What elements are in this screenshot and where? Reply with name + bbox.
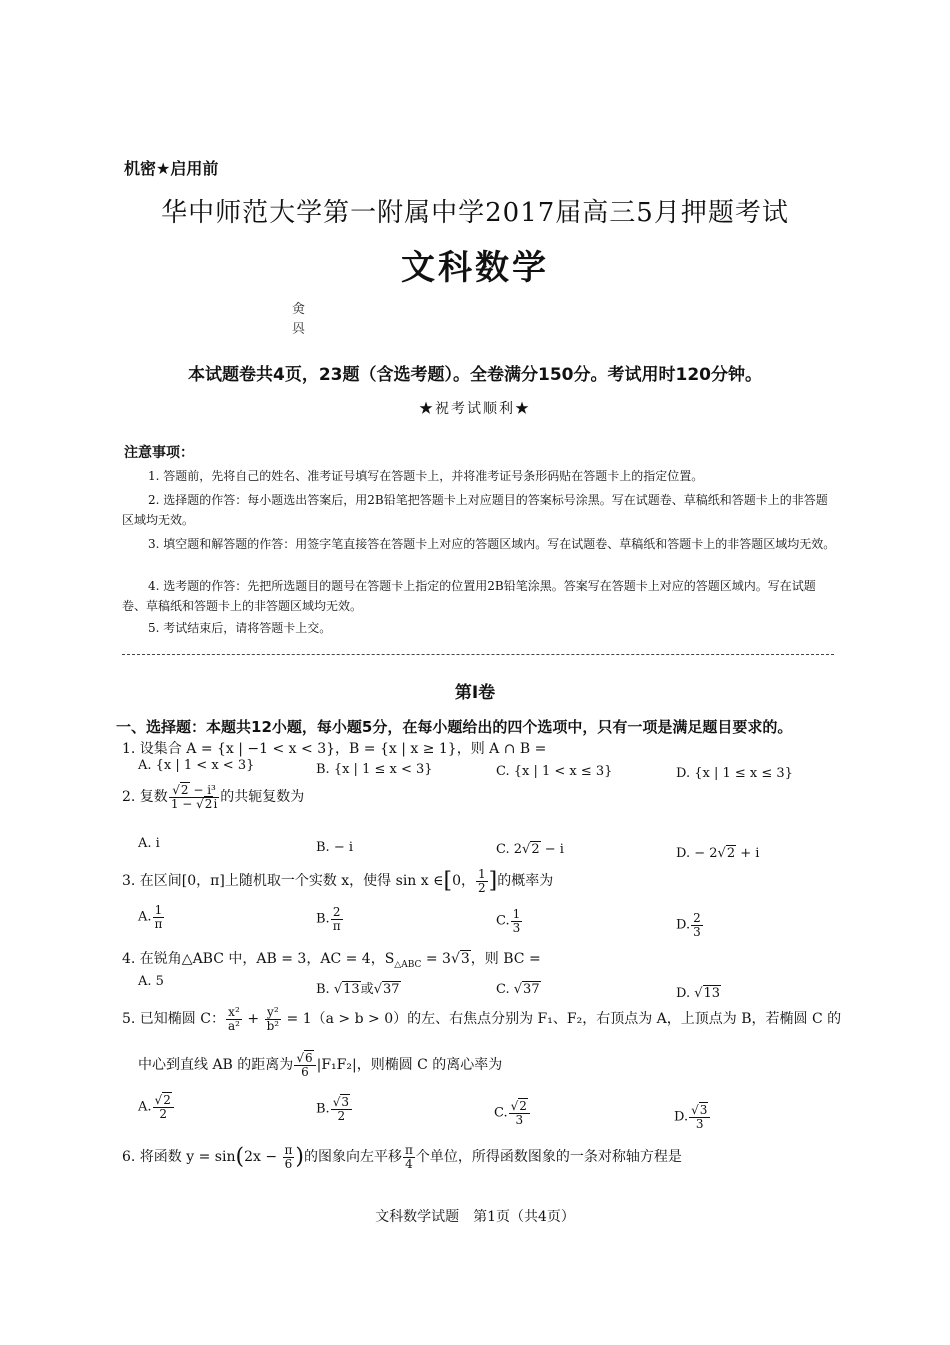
- question-1-option-c: C. {x | 1 < x ≤ 3}: [496, 764, 613, 779]
- question-5-option-c: C. $\frac{√2}{3}$: [494, 1100, 531, 1126]
- question-2-option-d: D. − 2√2 + i: [676, 846, 760, 861]
- question-3-option-c: C. $\frac{1}{3}$: [496, 907, 521, 935]
- question-3-option-a: A. $\frac{1}{\pi}$: [138, 903, 163, 931]
- note-1: 1. 答题前，先将自己的姓名、准考证号填写在答题卡上，并将准考证号条形码贴在答题卡上的指定位置。: [148, 469, 704, 483]
- scan-marks: 㑒 㒷: [292, 302, 306, 337]
- question-5-line-2: 中心到直线 AB 的距离为 $\frac{√6}{6}$ |F₁F₂|，则椭圆 C 的离心率为: [138, 1051, 503, 1079]
- q2-suffix: 的共轭复数为: [220, 789, 305, 806]
- dashed-divider: [122, 654, 834, 655]
- note-3: 3. 填空题和解答题的作答：用签字笔直接答在答题卡上对应的答题区域内。写在试题卷、草稿纸和答题卡上的非答题区域均无效。: [148, 537, 836, 551]
- question-5-option-d: D. $\frac{√3}{3}$: [674, 1104, 711, 1130]
- question-4-option-b: B. √13或√37: [316, 982, 400, 997]
- q2-fraction: $\frac{\text{√2 − i³}}{1 - √2i}$: [170, 783, 218, 811]
- good-luck-line: ★祝考试顺利★: [419, 401, 531, 417]
- question-3-option-d: D. $\frac{2}{3}$: [676, 911, 701, 939]
- question-2-option-c: C. 2√2 − i: [496, 842, 564, 857]
- subject-title: 文科数学: [401, 248, 549, 288]
- q3-fraction: $\frac{1}{2}$: [478, 867, 486, 895]
- question-1-stem: 1. 设集合 A = {x | −1 < x < 3}，B = {x | x ≥ 1}，则 A ∩ B =: [122, 741, 547, 757]
- question-3-stem: 3. 在区间[0，π]上随机取一个实数 x，使得 sin x ∈[0， $\frac{1}{2}$ ]的概率为: [122, 867, 554, 895]
- note-5: 5. 考试结束后，请将答题卡上交。: [148, 621, 332, 635]
- question-2-option-b: B. − i: [316, 840, 354, 855]
- notes-heading: 注意事项：: [124, 445, 194, 461]
- school-title: 华中师范大学第一附属中学2017届高三5月押题考试: [161, 198, 789, 228]
- q2-prefix: 2. 复数: [122, 789, 168, 806]
- question-6-stem: 6. 将函数 y = sin(2x − $\frac{\pi}{6}$ )的图象向左平移 $\frac{\pi}{4}$ 个单位，所得函数图象的一条对称轴方程是: [122, 1143, 682, 1171]
- question-2-stem: [122, 784, 304, 810]
- question-4-option-c: C. √37: [496, 982, 540, 997]
- part-title: 第Ⅰ卷: [454, 683, 496, 703]
- confidential-label: 机密★启用前: [124, 159, 219, 178]
- question-2-option-a: A. i: [138, 836, 160, 851]
- note-4: 4. 选考题的作答：先把所选题目的题号在答题卡上指定的位置用2B铅笔涂黑。答案写在答题卡上对应的答题区域内。写在试题卷、草稿纸和答题卡上的非答题区域均无效。: [122, 579, 816, 613]
- exam-info: 本试题卷共4页，23题（含选考题）。全卷满分150分。考试用时120分钟。: [188, 365, 762, 385]
- question-5-option-b: B. $\frac{√3}{2}$: [316, 1096, 353, 1122]
- question-1-option-a: A. {x | 1 < x < 3}: [138, 758, 255, 773]
- question-4-option-a: A. 5: [138, 974, 164, 989]
- note-2: 2. 选择题的作答：每小题选出答案后，用2B铅笔把答题卡上对应题目的答案标号涂黑。写在试题卷、草稿纸和答题卡上的非答题区域均无效。: [122, 493, 828, 527]
- question-3-option-b: B. $\frac{2}{\pi}$: [316, 905, 341, 933]
- question-5-stem: 5. 已知椭圆 C： $\frac{\text{x²}}{\text{a²}}$ + $\frac{\text{y²}}{\text{b²}}$ = 1（a > b > 0）的左、右焦点分别为 F₁、F₂，右顶点为 A，上顶点为 B，若椭圆 C 的: [122, 1005, 842, 1033]
- question-5-option-a: A. $\frac{√2}{2}$: [138, 1094, 175, 1120]
- page-footer: 文科数学试题 第1页（共4页）: [375, 1209, 575, 1225]
- section-heading: 一、选择题：本题共12小题，每小题5分，在每小题给出的四个选项中，只有一项是满足题目要求的。: [116, 718, 793, 736]
- question-1-option-d: D. {x | 1 ≤ x ≤ 3}: [676, 766, 793, 781]
- question-4-stem: 4. 在锐角△ABC 中，AB = 3，AC = 4，$S_{\triangle ABC} = 3√3$，则 BC =: [122, 951, 541, 970]
- question-1-option-b: B. {x | 1 ≤ x < 3}: [316, 762, 433, 777]
- question-4-option-d: D. √13: [676, 986, 721, 1001]
